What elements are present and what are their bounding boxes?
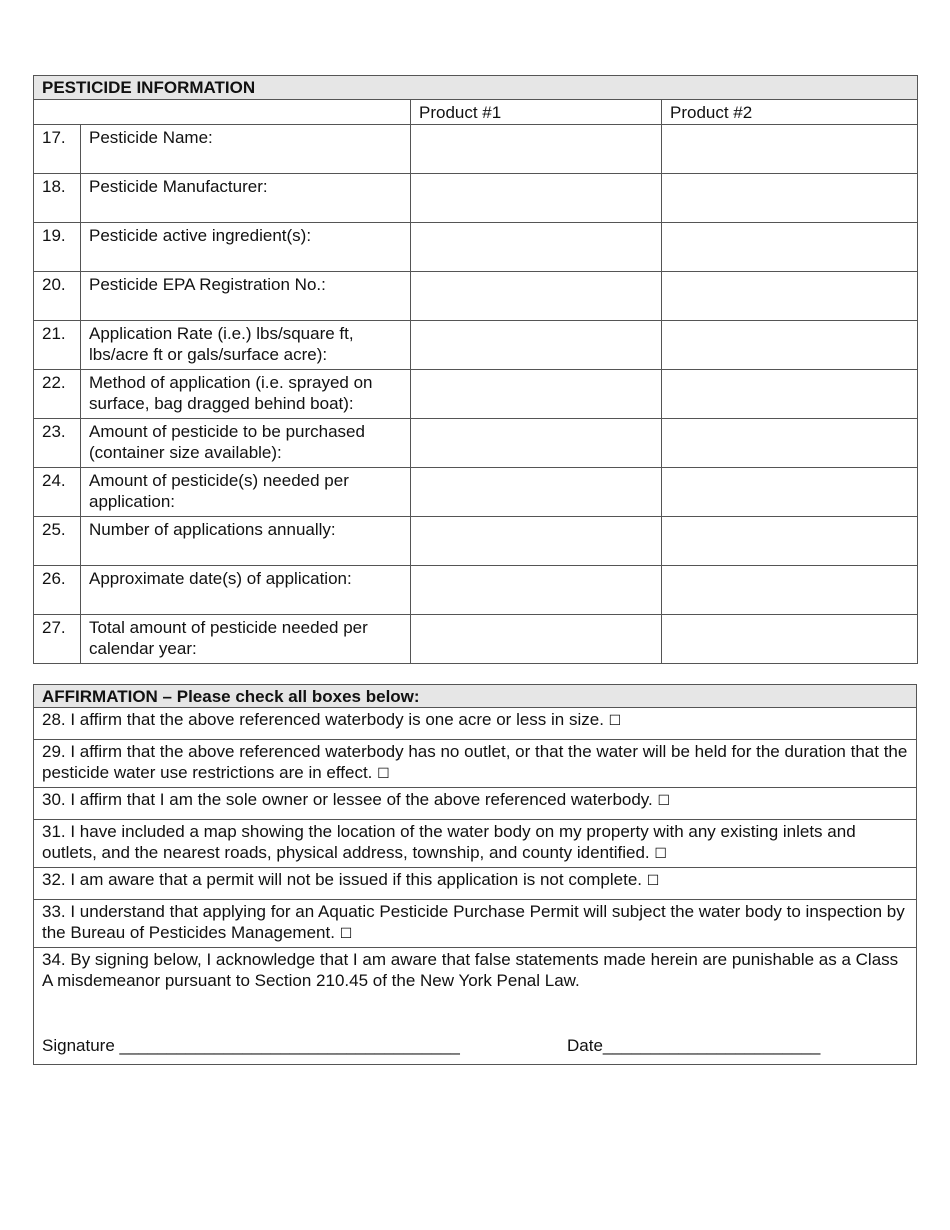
annual-total-product-2-field[interactable] [662, 615, 918, 664]
row-label: Total amount of pesticide needed per calendar year: [81, 615, 411, 664]
row-number: 27. [34, 615, 81, 664]
affirmation-row [34, 868, 917, 900]
affirmation-row [34, 788, 917, 820]
table-row [34, 419, 918, 468]
table-row [34, 125, 918, 174]
affirmation-row [34, 820, 917, 868]
row-number: 26. [34, 566, 81, 615]
affirmation-text: 29. I affirm that the above referenced waterbody has no outlet, or that the water will be held for the duration that the pesticide water use restrictions are in effect. [42, 742, 908, 782]
affirmation-table [33, 684, 917, 1065]
signature-line [42, 1035, 908, 1056]
table-row [34, 272, 918, 321]
row-label: Method of application (i.e. sprayed on surface, bag dragged behind boat): [81, 370, 411, 419]
row-label: Pesticide active ingredient(s): [81, 223, 411, 272]
applications-annually-product-1-field[interactable] [411, 517, 662, 566]
table-row [34, 223, 918, 272]
table-row [34, 370, 918, 419]
amount-per-application-product-2-field[interactable] [662, 468, 918, 517]
row-number: 20. [34, 272, 81, 321]
application-dates-product-1-field[interactable] [411, 566, 662, 615]
affirmation-item-28 [34, 708, 917, 740]
affirmation-section-title: AFFIRMATION – Please check all boxes below: [34, 685, 917, 708]
annual-total-product-1-field[interactable] [411, 615, 662, 664]
row-label: Pesticide EPA Registration No.: [81, 272, 411, 321]
purchase-amount-product-1-field[interactable] [411, 419, 662, 468]
affirmation-item-30 [34, 788, 917, 820]
affirm-29-checkbox[interactable]: ☐ [377, 766, 390, 782]
row-number: 24. [34, 468, 81, 517]
acknowledgement-cell [34, 948, 917, 1065]
affirmation-item-32 [34, 868, 917, 900]
pesticide-name-product-2-field[interactable] [662, 125, 918, 174]
row-label: Amount of pesticide(s) needed per application: [81, 468, 411, 517]
application-dates-product-2-field[interactable] [662, 566, 918, 615]
column-header-row [34, 100, 918, 125]
table-row [34, 517, 918, 566]
affirmation-row [34, 900, 917, 948]
row-number: 21. [34, 321, 81, 370]
table-row [34, 174, 918, 223]
pesticide-name-product-1-field[interactable] [411, 125, 662, 174]
affirmation-text: 31. I have included a map showing the location of the water body on my property with any existing inlets and outlets, and the nearest roads, physical address, township, and county identified. [42, 822, 856, 862]
epa-registration-product-2-field[interactable] [662, 272, 918, 321]
row-number: 17. [34, 125, 81, 174]
acknowledgement-row [34, 948, 917, 1065]
row-number: 19. [34, 223, 81, 272]
affirmation-header-row [34, 685, 917, 708]
application-method-product-2-field[interactable] [662, 370, 918, 419]
row-label: Pesticide Manufacturer: [81, 174, 411, 223]
table-row [34, 468, 918, 517]
affirmation-text: 28. I affirm that the above referenced waterbody is one acre or less in size. [42, 710, 604, 729]
product-1-header: Product #1 [411, 100, 662, 125]
table-row [34, 566, 918, 615]
affirmation-text: 32. I am aware that a permit will not be issued if this application is not complete. [42, 870, 643, 889]
affirmation-text: 30. I affirm that I am the sole owner or lessee of the above referenced waterbody. [42, 790, 653, 809]
affirm-32-checkbox[interactable]: ☐ [646, 873, 660, 889]
row-number: 22. [34, 370, 81, 419]
affirm-33-checkbox[interactable]: ☐ [339, 926, 353, 942]
date-field[interactable]: Date_______________________ [567, 1036, 821, 1055]
blank-header-cell [34, 100, 411, 125]
purchase-amount-product-2-field[interactable] [662, 419, 918, 468]
application-rate-product-2-field[interactable] [662, 321, 918, 370]
pesticide-section-header-row [34, 76, 918, 100]
affirm-28-checkbox[interactable]: ☐ [608, 713, 622, 729]
manufacturer-product-2-field[interactable] [662, 174, 918, 223]
affirmation-text: 33. I understand that applying for an Aquatic Pesticide Purchase Permit will subject the water body to inspection by the Bureau of Pesticides Management. [42, 902, 905, 942]
active-ingredient-product-2-field[interactable] [662, 223, 918, 272]
product-2-header: Product #2 [662, 100, 918, 125]
row-label: Pesticide Name: [81, 125, 411, 174]
row-number: 18. [34, 174, 81, 223]
signature-field[interactable]: Signature ____________________________________ [42, 1036, 460, 1055]
row-label: Amount of pesticide to be purchased (container size available): [81, 419, 411, 468]
application-rate-product-1-field[interactable] [411, 321, 662, 370]
manufacturer-product-1-field[interactable] [411, 174, 662, 223]
applications-annually-product-2-field[interactable] [662, 517, 918, 566]
affirm-30-checkbox[interactable]: ☐ [657, 793, 671, 809]
row-label: Approximate date(s) of application: [81, 566, 411, 615]
affirmation-item-33 [34, 900, 917, 948]
row-label: Number of applications annually: [81, 517, 411, 566]
row-number: 25. [34, 517, 81, 566]
affirmation-item-29 [34, 740, 917, 788]
table-row [34, 321, 918, 370]
pesticide-section-title: PESTICIDE INFORMATION [34, 76, 918, 100]
epa-registration-product-1-field[interactable] [411, 272, 662, 321]
application-method-product-1-field[interactable] [411, 370, 662, 419]
row-label: Application Rate (i.e.) lbs/square ft, lbs/acre ft or gals/surface acre): [81, 321, 411, 370]
row-number: 23. [34, 419, 81, 468]
table-row [34, 615, 918, 664]
affirmation-row [34, 708, 917, 740]
active-ingredient-product-1-field[interactable] [411, 223, 662, 272]
affirmation-item-31 [34, 820, 917, 868]
affirm-31-checkbox[interactable]: ☐ [654, 846, 667, 862]
affirmation-row [34, 740, 917, 788]
pesticide-information-table [33, 75, 918, 664]
amount-per-application-product-1-field[interactable] [411, 468, 662, 517]
acknowledgement-text: 34. By signing below, I acknowledge that I am aware that false statements made herein are punishable as a Class A misdemeanor pursuant to Section 210.45 of the New York Penal Law. [42, 950, 899, 990]
